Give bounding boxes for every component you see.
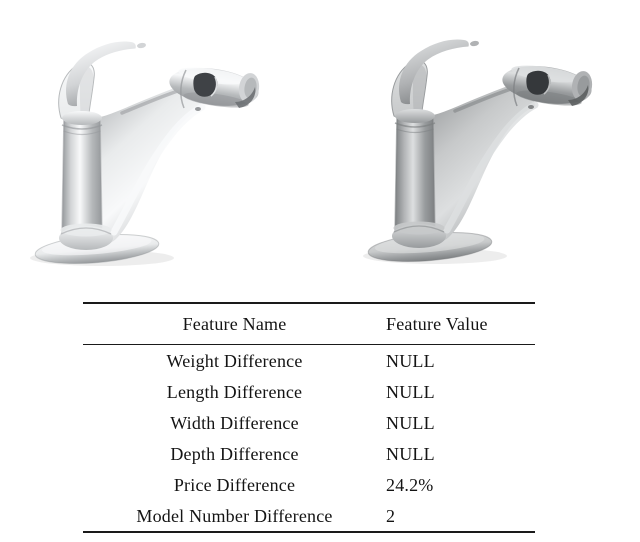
feature-name-cell: Weight Difference: [166, 350, 303, 371]
base-dome: [392, 222, 446, 249]
table-header-row: [83, 304, 535, 345]
product-image-right-faucet: [335, 4, 595, 269]
feature-value-cell: 24.2%: [386, 474, 434, 495]
feature-value-cell: NULL: [386, 443, 435, 464]
feature-comparison-table: [83, 302, 535, 533]
handle-tip: [137, 42, 147, 49]
handle-lever: [399, 39, 469, 104]
faucet-illustration: [335, 4, 595, 269]
faucet-illustration: [2, 6, 262, 271]
table-row: [83, 500, 535, 531]
feature-value-cell: NULL: [386, 350, 435, 371]
column-header-feature-name: Feature Name: [182, 314, 287, 334]
feature-name-cell: Width Difference: [170, 412, 299, 433]
feature-name-cell: Price Difference: [173, 474, 296, 495]
feature-name-cell: Depth Difference: [170, 443, 299, 464]
feature-value-cell: 2: [386, 505, 396, 526]
table-row: [83, 407, 535, 438]
table-row: [83, 469, 535, 500]
feature-name-cell: Length Difference: [166, 381, 303, 402]
handle-lever: [66, 41, 136, 106]
feature-value-cell: NULL: [386, 381, 435, 402]
base-dome: [59, 224, 113, 251]
table-row: [83, 438, 535, 469]
feature-value-cell: NULL: [386, 412, 435, 433]
table-row: [83, 345, 535, 376]
column-header-feature-value: Feature Value: [386, 314, 488, 334]
product-image-left-faucet: [2, 6, 262, 271]
feature-name-cell: Model Number Difference: [136, 505, 333, 526]
table-row: [83, 376, 535, 407]
handle-tip: [470, 40, 480, 47]
